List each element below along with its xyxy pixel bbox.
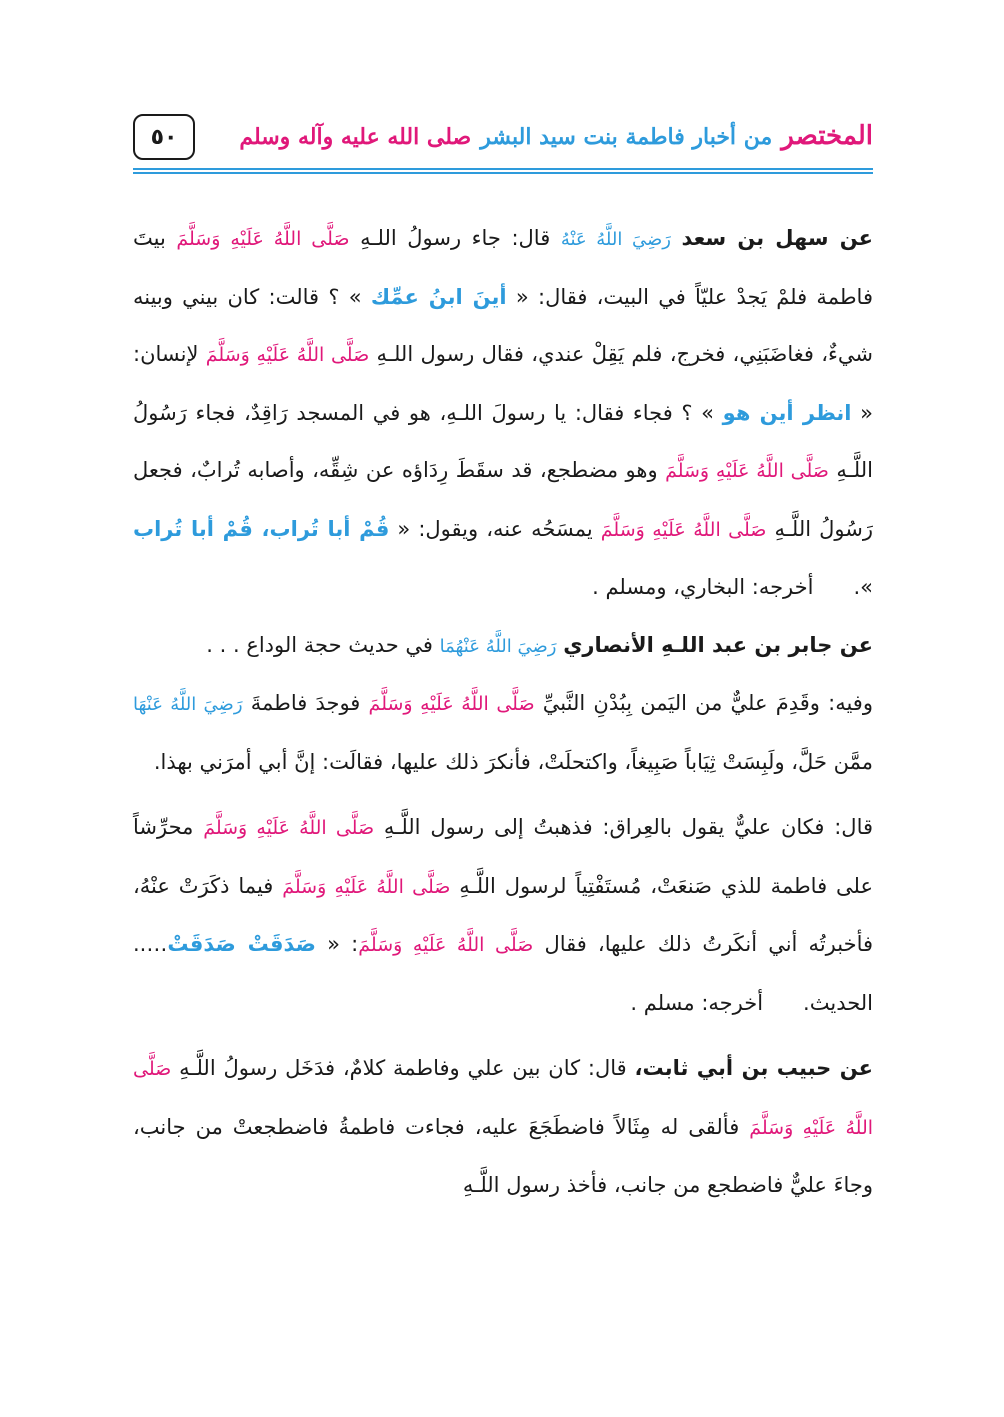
paragraph-sahl xyxy=(133,210,873,617)
salla-honorific: صَلَّى اللَّهُ عَلَيْهِ وَسَلَّمَ xyxy=(600,518,767,541)
body-text: فيما ذكَرَتْ عنْهُ، فأخبرتُه أني أنكَرتُ ذلك عليها، فقال xyxy=(133,873,874,956)
salla-honorific: صَلَّى اللَّهُ عَلَيْهِ وَسَلَّمَ xyxy=(368,693,535,715)
hadith-quote: صَدَقَتْ صَدَقَتْ xyxy=(167,932,316,956)
source-citation: أخرجه: مسلم . xyxy=(630,990,764,1015)
salla-honorific: صَلَّى اللَّهُ عَلَيْهِ وَسَلَّمَ xyxy=(205,344,370,366)
body-text: بيتَ فاطمة فلمْ يَجدْ عليّاً في البيت، فقال: « xyxy=(133,226,873,309)
radiya-honorific: رَضِيَ اللَّهُ عَنْهُ xyxy=(560,229,671,250)
page-header xyxy=(133,104,873,174)
paragraph-jabir-cont xyxy=(133,675,873,791)
salla-honorific: صَلَّى اللَّهُ عَلَيْهِ وَسَلَّمَ xyxy=(203,817,375,839)
hadith-quote: قُمْ أبا تُراب، قُمْ أبا تُراب xyxy=(133,516,390,541)
body-text: : « xyxy=(315,932,359,956)
header-double-rule xyxy=(133,168,873,174)
body-text: فوجدَ فاطمةَ xyxy=(242,691,369,715)
paragraph-habib xyxy=(133,1040,873,1215)
paragraph-ali xyxy=(133,799,873,1032)
salla-honorific: صَلَّى اللَّهُ عَلَيْهِ وَسَلَّمَ xyxy=(665,460,829,482)
page-body xyxy=(133,210,873,1215)
body-text: في حديث حجة الوداع . . . xyxy=(206,632,440,657)
body-text: يمسَحُه عنه، ويقول: « xyxy=(389,516,601,541)
hadith-quote: أينَ ابنُ عمِّك xyxy=(370,284,507,309)
radiya-honorific: رَضِيَ اللَّهُ عَنْهُمَا xyxy=(439,635,557,657)
source-citation: أخرجه: البخاري، ومسلم . xyxy=(592,575,814,599)
hadith-quote: انظر أين هو xyxy=(722,400,852,425)
salla-honorific: صَلَّى اللَّهُ عَلَيْهِ وَسَلَّمَ xyxy=(358,934,534,956)
body-text: ….. الحديث. xyxy=(133,932,873,1015)
title-sub: من أخبار فاطمة بنت سيد البشر xyxy=(480,124,773,150)
body-text: قال: كان بين علي وفاطمة كلامٌ، فدَخَل رسولُ اللَّـهِ xyxy=(171,1056,635,1080)
body-text: محرِّشاً على فاطمة للذي صَنعَتْ، مُستَفْتِياً لرسول اللَّـهِ xyxy=(133,815,874,898)
body-text: قال: جاء رسولُ اللـهِ xyxy=(349,226,561,250)
body-text: ». xyxy=(853,575,873,599)
body-text: » ؟ قالت: كان بيني وبينه شيءٌ، فغاضَبَنِي، فخرج، فلم يَقِلْ عندي، فقال رسول اللـهِ xyxy=(133,284,873,366)
narrator-name: عن حبيب بن أبي ثابت، xyxy=(634,1056,873,1080)
title-honorific: صلى الله عليه وآله وسلم xyxy=(239,124,472,150)
salla-honorific: صَلَّى اللَّهُ عَلَيْهِ وَسَلَّمَ xyxy=(282,875,451,898)
salla-honorific: صَلَّى اللَّهُ عَلَيْهِ وَسَلَّمَ xyxy=(133,1058,874,1139)
paragraph-jabir xyxy=(133,617,873,676)
narrator-name: عن سهل بن سعد xyxy=(681,226,874,250)
salla-honorific: صَلَّى اللَّهُ عَلَيْهِ وَسَلَّمَ xyxy=(176,228,350,250)
title-main: المختصر xyxy=(781,121,873,151)
body-text: ممَّن حَلَّ، ولَبِسَتْ ثِيَاباً صَبِيغاً، واكتحلَتْ، فأنكرَ ذلك عليها، فقالَت: إنَّ أبي أمرَني بهذا. xyxy=(153,749,873,774)
running-title xyxy=(213,108,873,164)
radiya-honorific: رَضِيَ اللَّهُ عَنْهَا xyxy=(133,694,243,715)
body-text: لإنسان: « xyxy=(133,342,873,425)
body-text: وفيه: وقَدِمَ عليٌّ من اليَمن بِبُدْنِ النَّبيِّ xyxy=(534,691,873,715)
page-number: ٥٠ xyxy=(133,114,195,160)
body-text: فألقى له مِثَالاً فاضطَجَعَ عليه، فجاءت فاطمةُ فاضطجعتْ من جانب، وجاءَ عليٌّ فاضطجع من جانب، فأخذ رسول اللَّـهِ xyxy=(133,1114,873,1197)
narrator-name: عن جابر بن عبد اللـهِ الأنصاري xyxy=(563,632,873,657)
body-text: قال: فكان عليٌّ يقول بالعِراق: فذهبتُ إلى رسول اللَّـهِ xyxy=(374,815,874,839)
body-text: وهو مضطجع، قد سقَطَ رِدَاؤه عن شِقِّه، وأصابه تُرابٌ، فجعل رَسُولُ اللَّـهِ xyxy=(133,458,874,541)
body-text: » ؟ فجاء فقال: يا رسولَ اللـهِ، هو في المسجد رَاقِدٌ، فجاء رَسُولُ اللَّـهِ xyxy=(133,400,873,482)
